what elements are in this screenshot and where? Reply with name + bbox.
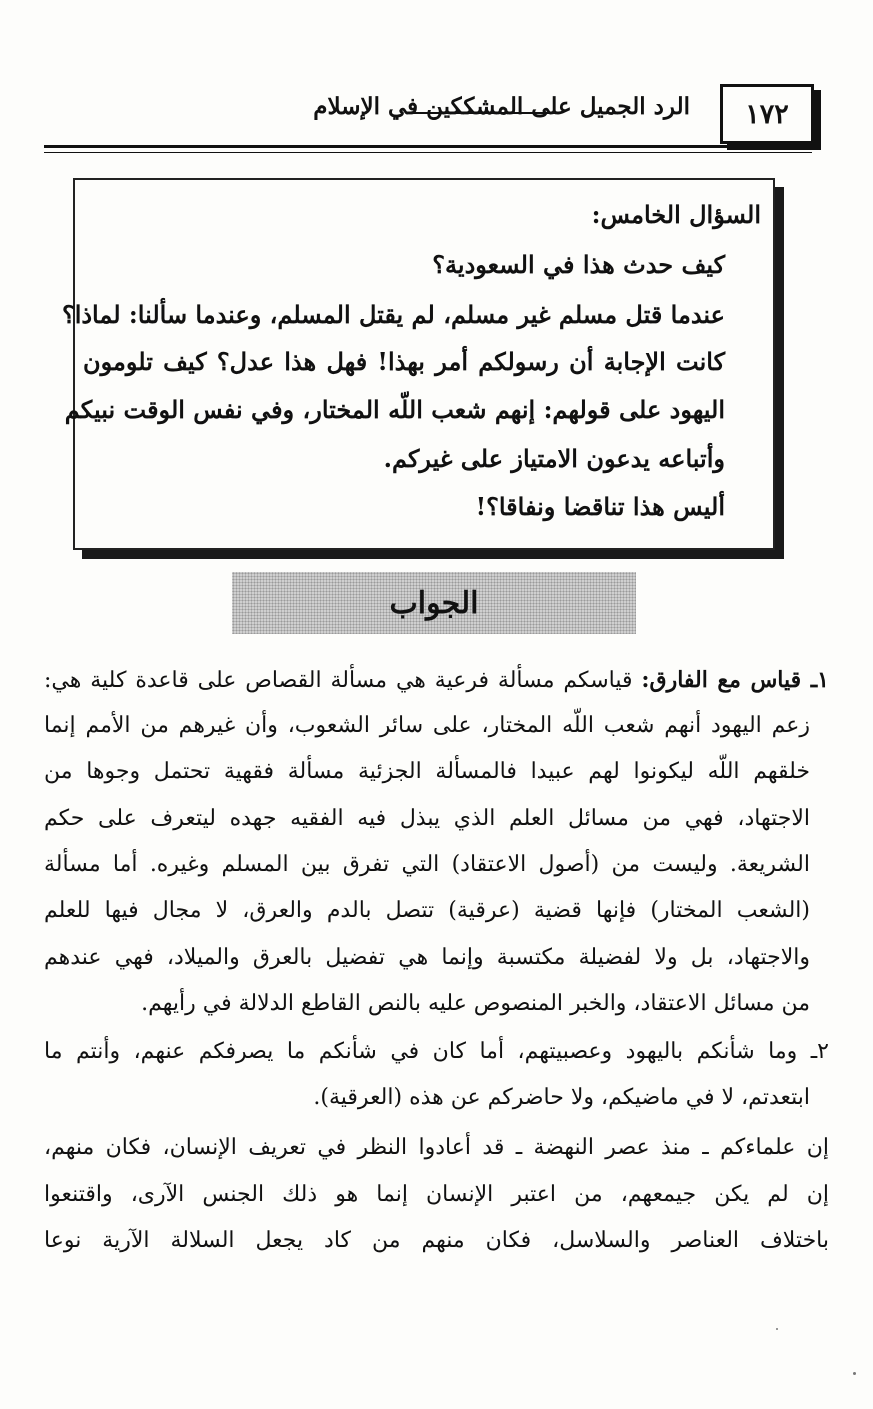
paragraph-line: إن لم يكن جيمعهم، من اعتبر الإنسان إنما هو ذلك الجنس الآرى، واقتنعوا: [44, 1182, 829, 1207]
question-line: اليهود على قولهم: إنهم شعب اللّه المختار، وفي نفس الوقت نبيكم: [64, 395, 725, 424]
point1-line: والاجتهاد، بل ولا لفضيلة مكتسبة وإنما هي تفضيل بالعرق والميلاد، فهي عندهم: [44, 945, 810, 970]
scan-speck: [776, 1328, 778, 1330]
paragraph-line: باختلاف العناصر والسلاسل، فكان منهم من كاد يجعل السلالة الآرية نوعا: [44, 1228, 829, 1253]
point1-line: الشريعة. وليست من (أصول الاعتقاد) التي تفرق بين المسلم وغيره. أما مسألة: [44, 852, 810, 877]
running-title: الرد الجميل على المشككين في الإسلام: [313, 93, 690, 120]
header-rule-thin: [44, 152, 812, 153]
question-line: أليس هذا تناقضا ونفاقا؟!: [475, 492, 725, 521]
paragraph-line: إن علماءكم ـ منذ عصر النهضة ـ قد أعادوا النظر في تعريف الإنسان، فكان منهم،: [44, 1135, 829, 1160]
page-number: ١٧٢: [720, 84, 814, 144]
question-title: السؤال الخامس:: [591, 200, 761, 229]
question-line: وأتباعه يدعون الامتياز على غيركم.: [383, 444, 725, 473]
point2-line: ابتعدتم، لا في ماضيكم، ولا حاضركم عن هذه (العرقية).: [313, 1085, 810, 1110]
header-rule-thick: [44, 145, 812, 148]
point1-first-text: قياسكم مسألة فرعية هي مسألة القصاص على قاعدة كلية هي:: [44, 668, 642, 693]
question-line: كيف حدث هذا في السعودية؟: [432, 250, 725, 279]
point1-line: زعم اليهود أنهم شعب اللّه المختار، على سائر الشعوب، وأن غيرهم من الأمم إنما: [44, 713, 810, 738]
point1-first-line: [44, 667, 829, 693]
question-line: عندما قتل مسلم غير مسلم، لم يقتل المسلم، وعندما سألنا: لماذا؟: [61, 300, 725, 329]
point1-line: (الشعب المختار) فإنها قضية (عرقية) تتصل بالدم والعرق، لا مجال فيها للعلم: [44, 898, 810, 923]
point1-label: ١ـ قياس مع الفارق:: [641, 667, 829, 693]
question-box: [61, 178, 775, 550]
point1-line: خلقهم اللّه ليكونوا لهم عبيدا فالمسألة الجزئية مسألة فقهية تحتمل وجوها من: [44, 759, 810, 784]
scan-speck: [853, 1372, 856, 1375]
question-line: كانت الإجابة أن رسولكم أمر بهذا! فهل هذا عدل؟ كيف تلومون: [83, 347, 726, 376]
answer-heading: الجواب: [232, 572, 636, 634]
point1-line: من مسائل الاعتقاد، والخبر المنصوص عليه بالنص القاطع الدلالة في رأيهم.: [141, 991, 810, 1016]
point1-line: الاجتهاد، فهي من مسائل العلم الذي يبذل فيه الفقيه جهده ليتعرف على حكم: [44, 806, 810, 831]
point2-line: ٢ـ وما شأنكم باليهود وعصبيتهم، أما كان في شأنكم ما يصرفكم عنهم، وأنتم ما: [44, 1039, 829, 1064]
